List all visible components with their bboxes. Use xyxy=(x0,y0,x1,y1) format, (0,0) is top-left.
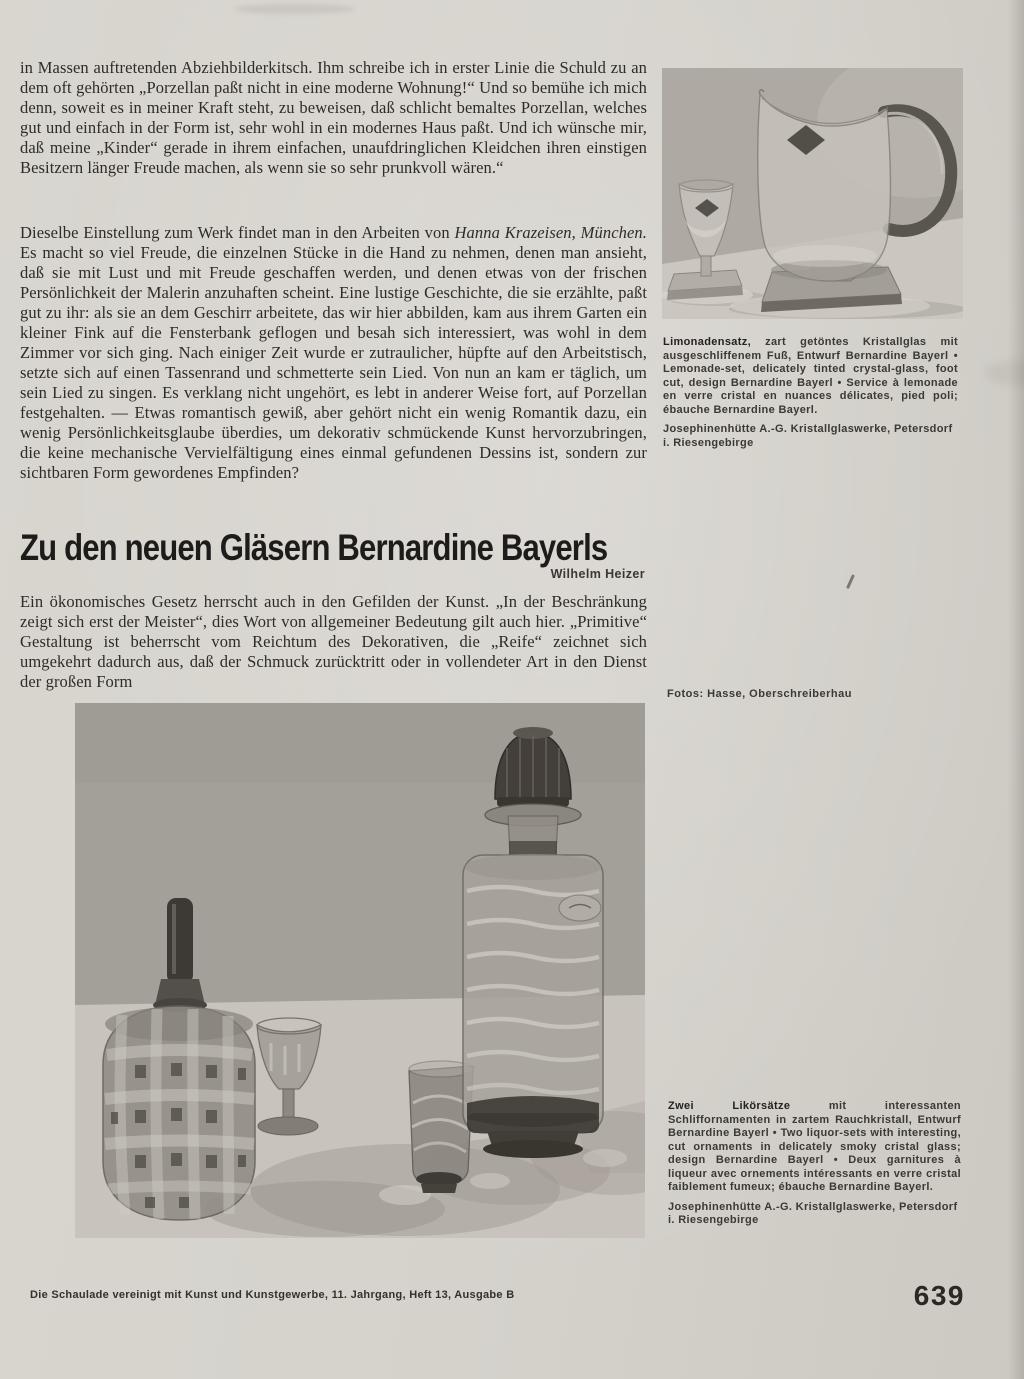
photo-lemonade-set xyxy=(662,68,963,319)
caption-lead: Zwei Likörsätze xyxy=(668,1100,791,1112)
caption-manufacturer: Josephinenhütte A.-G. Kristallglaswerke, Petersdorf i. Riesengebirge xyxy=(668,1200,958,1226)
lemonade-set-illustration xyxy=(662,68,963,319)
paragraph-text: Es macht so viel Freude, die einzelnen Stücke in die Hand zu nehmen, denen man ansieht, daß sie mit Lust und mit Freude geschaffen werden, und denen etwas von der frischen Persönlichkeit der Malerin anzuhaften scheint. Eine lustige Geschichte, die sie erzählte, paßt gut zu ihr: als sie an dem Geschirr arbeitete, das wir hier abbilden, kam aus ihrem Garten ein kleiner Fink auf die Fensterbank geflogen und besah sich interessiert, was wohl in dem Zimmer vor sich ging. Nach einiger Zeit wurde er zutraulicher, hüpfte auf den Arbeitstisch, setzte sich auf einen Tassenrand und schmetterte sein Lied. Von nun an kam er täglich, um sein Lied zu singen. Es verklang nicht ungehört, es lebt in anderer Weise fort, auf Porzellan festgehalten. — Etwas romantisch gewiß, aber gehört nicht ein wenig Romantik dazu, ein wenig Persönlichkeitsglaube überdies, um dekorativ schmückende Kunst hervorzubringen, die keine mechanische Vervielfältigung eines einmal gefundenen Dessins ist, sondern zur sichtbaren Form gewordenes Empfinden? xyxy=(20,243,647,482)
artist-name-italic: Hanna Krazeisen, München. xyxy=(454,223,647,242)
pencil-mark xyxy=(846,574,854,589)
caption-liquor-sets xyxy=(668,1100,961,1228)
liquor-sets-illustration xyxy=(75,703,645,1238)
footer-imprint: Die Schaulade vereinigt mit Kunst und Kunstgewerbe, 11. Jahrgang, Heft 13, Ausgabe B xyxy=(30,1289,515,1301)
caption-body: zart getöntes Kristallglas mit ausgeschliffenem Fuß, Entwurf Bernardine Bayerl • Lemonade-set, delicately tinted crystal-glass, foot cut, design Bernardine Bayerl • Service à lemonade en verre cristal en nuances délicates, pied poli; ébauche Bernardine Bayerl. xyxy=(663,336,958,416)
article-title: Zu den neuen Gläsern Bernardine Bayerls xyxy=(20,527,608,568)
photo-credit: Fotos: Hasse, Oberschreiberhau xyxy=(667,688,852,700)
caption-manufacturer: Josephinenhütte A.-G. Kristallglaswerke, Petersdorf i. Riesengebirge xyxy=(663,423,953,449)
glassware-paragraph: Ein ökonomisches Gesetz herrscht auch in den Gefilden der Kunst. „In der Beschränkung zeigt sich erst der Meister“, dies Wort von allgemeiner Bedeutung gilt auch hier. „Primitive“ Gestaltung ist beherrscht vom Reichtum des Dekorativen, die „Reife“ zeichnet sich umgekehrt dadurch aus, daß der Schmuck zurücktritt oder in vollendeter Art in den Dienst der großen Form xyxy=(20,592,647,691)
paragraph-text: Dieselbe Einstellung zum Werk findet man in den Arbeiten von xyxy=(20,223,455,242)
photo-liquor-sets xyxy=(75,703,645,1238)
caption-text xyxy=(668,1100,961,1195)
caption-lead: Limonadensatz, xyxy=(663,336,752,348)
caption-body: mit interessanten Schliffornamenten in zartem Rauchkristall, Entwurf Bernardine Bayerl • Two liquor-sets with interesting, cut ornaments in delicately smoky cristal glass; design Bernardine Bayerl • Deux garnitures à liqueur avec ornements intéressants en verre cristal faiblement fumeux; ébauche Bernardine Bayerl. xyxy=(668,1100,961,1193)
page-number: 639 xyxy=(913,1280,965,1311)
caption-lemonade-set xyxy=(663,336,958,450)
scan-smudge xyxy=(985,360,1024,386)
krazeisen-paragraph xyxy=(20,223,647,483)
article-byline: Wilhelm Heizer xyxy=(550,567,645,581)
intro-continuation-paragraph: in Massen auftretenden Abziehbilderkitsch. Ihm schreibe ich in erster Linie die Schuld zu an dem oft gehörten „Porzellan paßt nicht in eine moderne Wohnung!“ Und so bemühe ich mich denn, soweit es in meiner Kraft steht, zu beweisen, daß schlicht bemaltes Porzellan, welches gut und einfach in der Form ist, sehr wohl in ein modernes Haus paßt. Und ich wünsche mir, daß meine „Kinder“ gerade in ihrem einfachen, unaufdringlichen Kleidchen ihren einstigen Besitzern länger Freude machen, als wenn sie so sehr prunkvoll wären.“ xyxy=(20,58,647,177)
scan-smudge xyxy=(235,4,355,14)
caption-text xyxy=(663,336,958,417)
